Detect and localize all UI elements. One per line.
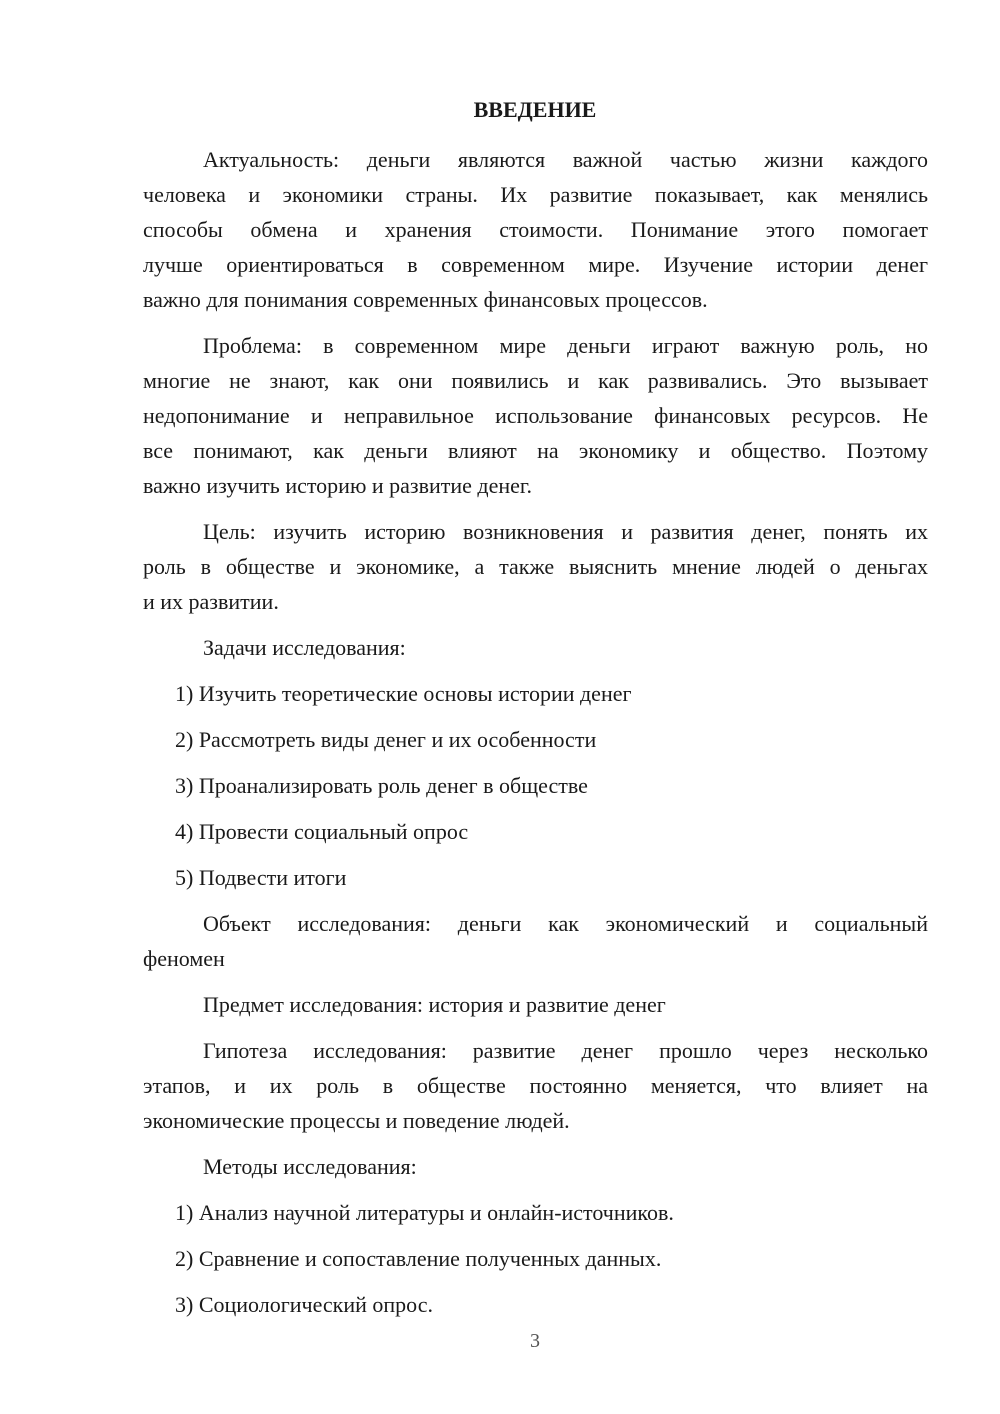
- text-line: и их развитии.: [143, 589, 279, 614]
- list-item: [143, 768, 928, 803]
- text-line: Задачи исследования:: [203, 635, 406, 660]
- text-line: важно изучить историю и развитие денег.: [143, 473, 532, 498]
- text-line: Актуальность: деньги являются важной частью жизни каждого: [203, 147, 928, 172]
- text-line: 1) Изучить теоретические основы истории денег: [175, 681, 632, 706]
- paragraph: [143, 1033, 928, 1138]
- paragraph: [143, 142, 928, 317]
- text-line: Объект исследования: деньги как экономический и социальный: [203, 911, 928, 936]
- paragraph: [143, 328, 928, 503]
- text-line: многие не знают, как они появились и как развивались. Это вызывает: [143, 368, 928, 393]
- text-line: Цель: изучить историю возникновения и развития денег, понять их: [203, 519, 928, 544]
- paragraph: [143, 987, 928, 1022]
- text-line: недопонимание и неправильное использование финансовых ресурсов. Не: [143, 403, 928, 428]
- text-line: 3) Проанализировать роль денег в обществе: [175, 773, 588, 798]
- text-line: 5) Подвести итоги: [175, 865, 347, 890]
- paragraph: [143, 906, 928, 976]
- list-item: [143, 1241, 928, 1276]
- text-line: 2) Сравнение и сопоставление полученных данных.: [175, 1246, 662, 1271]
- text-line: этапов, и их роль в обществе постоянно меняется, что влияет на: [143, 1073, 928, 1098]
- paragraph: [143, 514, 928, 619]
- list-item: [143, 722, 928, 757]
- text-line: феномен: [143, 946, 225, 971]
- text-line: 4) Провести социальный опрос: [175, 819, 469, 844]
- page-number: 3: [530, 1330, 540, 1352]
- text-line: способы обмена и хранения стоимости. Понимание этого помогает: [143, 217, 928, 242]
- text-line: все понимают, как деньги влияют на экономику и общество. Поэтому: [143, 438, 928, 463]
- list-item: [143, 1195, 928, 1230]
- text-line: Методы исследования:: [203, 1154, 417, 1179]
- text-line: экономические процессы и поведение людей.: [143, 1108, 570, 1133]
- text-line: Гипотеза исследования: развитие денег прошло через несколько: [203, 1038, 928, 1063]
- list-item: [143, 1287, 928, 1322]
- document-body: [143, 142, 928, 1333]
- text-line: важно для понимания современных финансовых процессов.: [143, 287, 708, 312]
- list-item: [143, 860, 928, 895]
- paragraph: [143, 630, 928, 665]
- text-line: 1) Анализ научной литературы и онлайн-источников.: [175, 1200, 674, 1225]
- text-line: человека и экономики страны. Их развитие показывает, как менялись: [143, 182, 928, 207]
- text-line: 2) Рассмотреть виды денег и их особенности: [175, 727, 597, 752]
- paragraph: [143, 1149, 928, 1184]
- list-item: [143, 676, 928, 711]
- page-title: ВВЕДЕНИЕ: [473, 97, 597, 122]
- list-item: [143, 814, 928, 849]
- text-line: Проблема: в современном мире деньги играют важную роль, но: [203, 333, 928, 358]
- text-line: роль в обществе и экономике, а также выяснить мнение людей о деньгах: [143, 554, 928, 579]
- text-line: лучше ориентироваться в современном мире. Изучение истории денег: [143, 252, 928, 277]
- text-line: Предмет исследования: история и развитие денег: [203, 992, 666, 1017]
- text-line: 3) Социологический опрос.: [175, 1292, 433, 1317]
